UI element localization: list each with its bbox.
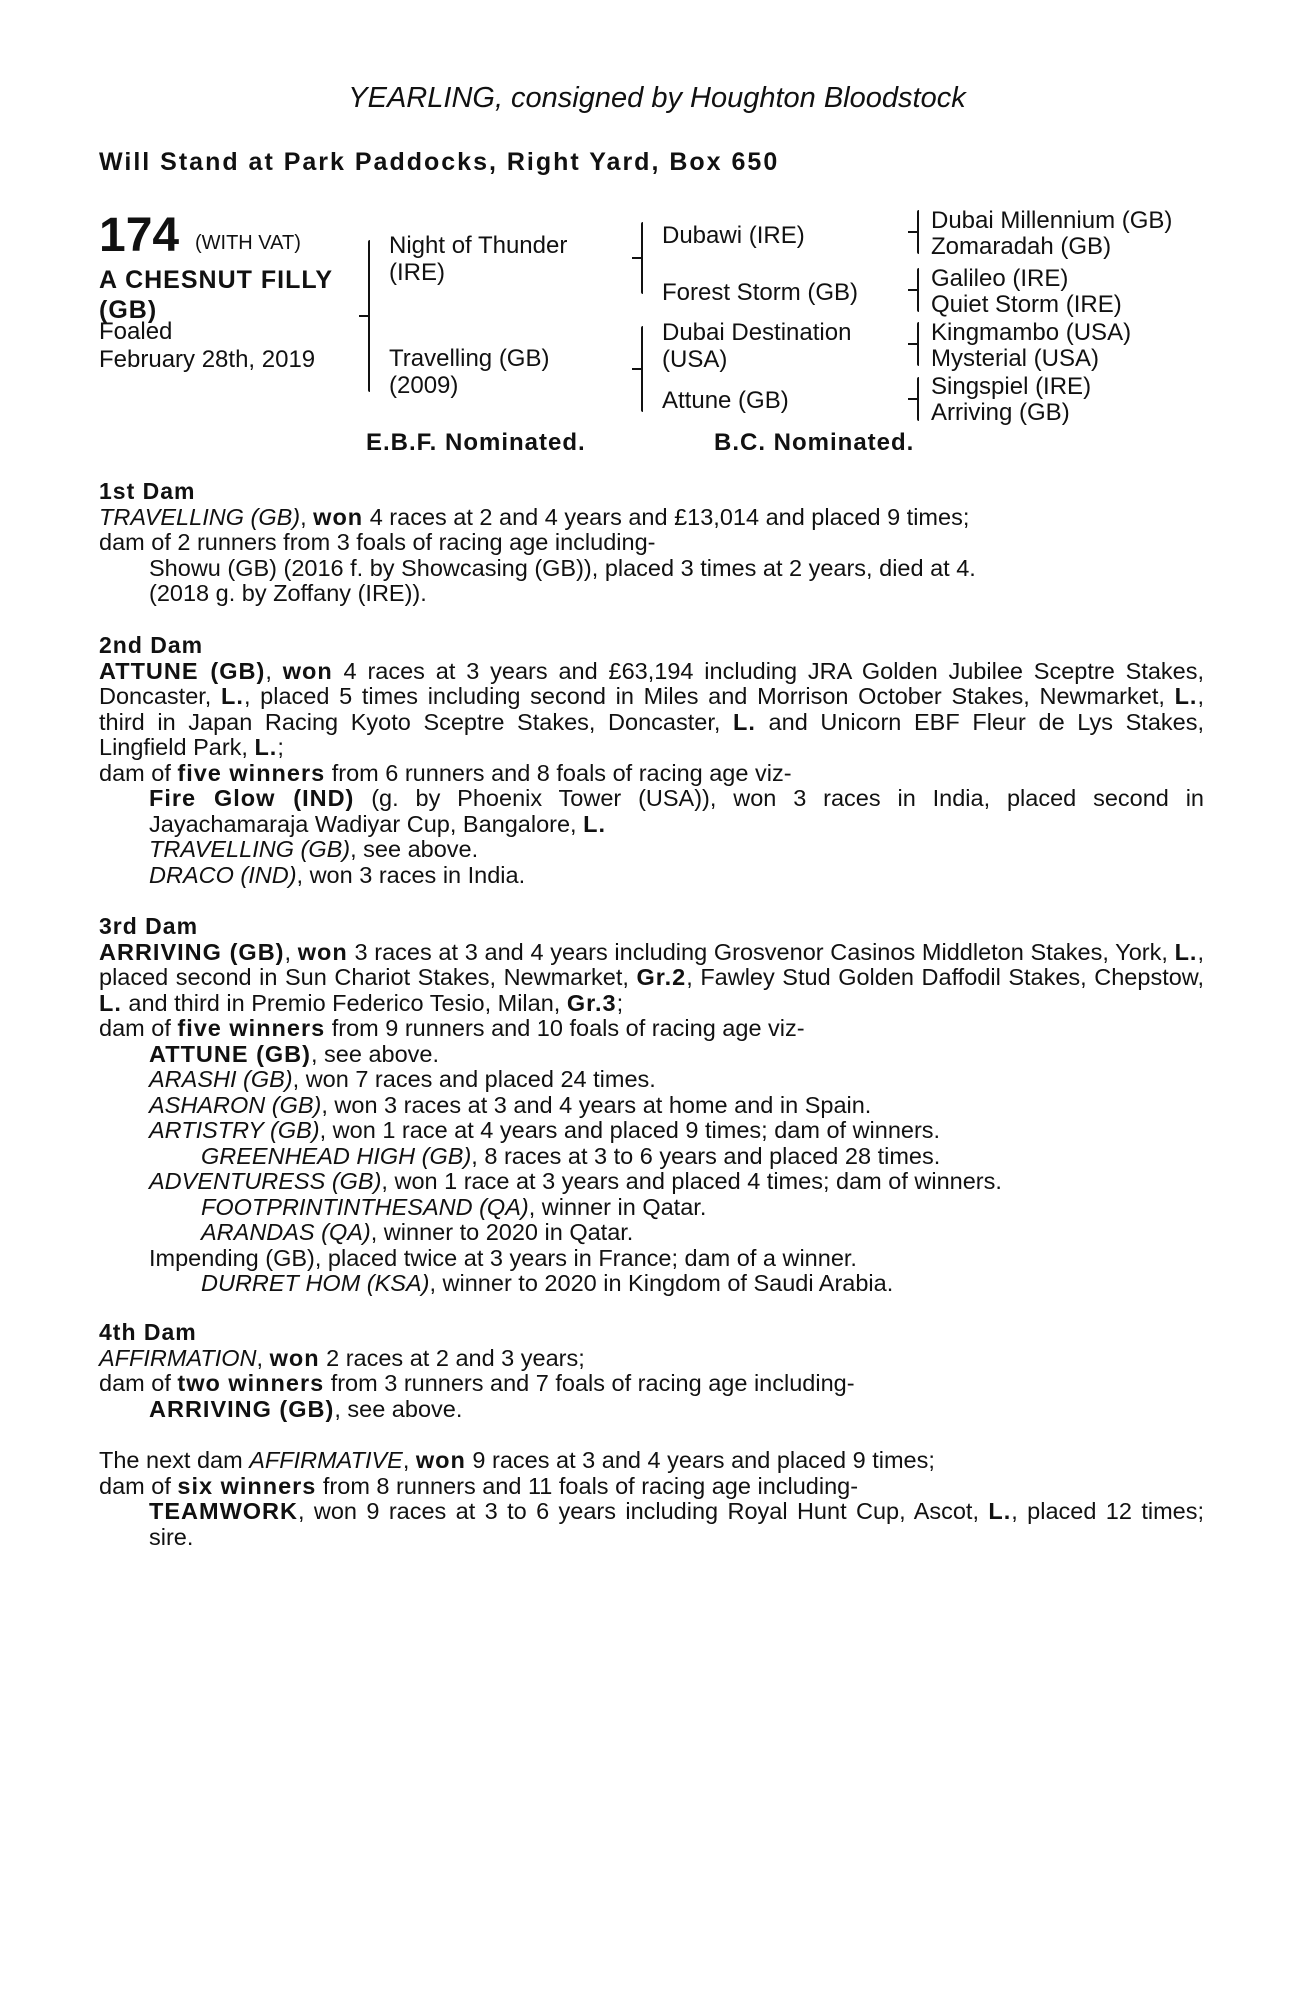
offspring-name: ADVENTURESS (GB)	[149, 1168, 382, 1194]
fourth-dam-heading: 4th Dam	[99, 1319, 197, 1345]
produce-text: from 8 runners and 11 foals of racing age including-	[316, 1472, 859, 1499]
horse-description-line1: A CHESNUT FILLY	[99, 266, 333, 294]
horse-description-line2: (GB)	[99, 296, 158, 324]
offspring-text: , winner in Qatar.	[528, 1193, 707, 1220]
won-label: won	[297, 938, 348, 965]
offspring-text: , winner to 2020 in Kingdom of Saudi Arabia.	[429, 1270, 894, 1296]
offspring-name: GREENHEAD HIGH (GB)	[201, 1142, 472, 1169]
next-dam-name: AFFIRMATIVE	[249, 1447, 403, 1473]
ebf-nominated: E.B.F. Nominated.	[366, 429, 586, 456]
offspring-text: , won 3 races in India.	[296, 861, 526, 888]
third-dam-grand-offspring	[99, 1195, 1204, 1221]
winners-count: six winners	[177, 1472, 317, 1499]
next-dam-produce	[99, 1474, 1204, 1500]
third-dam-offspring	[99, 1169, 1204, 1195]
winners-count: five winners	[177, 1015, 326, 1041]
winners-count: five winners	[177, 759, 326, 786]
vat-note: (WITH VAT)	[195, 232, 301, 254]
won-label: won	[269, 1344, 320, 1371]
record-text: , Fawley Stud Golden Daffodil Stakes, Chepstow,	[686, 964, 1204, 990]
catalogue-subtitle: YEARLING, consigned by Houghton Bloodstock	[348, 82, 966, 114]
sire-sire-sire: Dubai Millennium (GB)	[931, 207, 1173, 234]
listed-mark: L.	[1174, 683, 1198, 709]
group-mark: Gr.2	[636, 964, 687, 990]
third-dam-produce	[99, 1016, 1204, 1042]
record-text: and Unicorn EBF Fleur de Lys Stakes, Lingfield Park,	[99, 708, 1204, 760]
offspring-name: DRACO (IND)	[149, 861, 297, 888]
record-text: 4 races at 3 years and £63,194 including JRA Golden Jubilee Sceptre Stakes, Doncaster,	[99, 657, 1205, 709]
first-dam-name: TRAVELLING (GB)	[99, 503, 301, 530]
offspring-text: , see above.	[334, 1395, 463, 1422]
won-label: won	[313, 503, 364, 530]
dam-sire-sire: Kingmambo (USA)	[931, 319, 1132, 346]
record-text: 2 races at 2 and 3 years;	[319, 1344, 585, 1371]
first-dam-heading: 1st Dam	[99, 478, 196, 504]
listed-mark: L.	[733, 708, 756, 735]
second-dam-name: ATTUNE (GB)	[99, 657, 266, 684]
produce-prefix: dam of	[99, 1015, 178, 1041]
second-dam-offspring	[99, 837, 1204, 863]
offspring-name: ARTISTRY (GB)	[149, 1117, 320, 1143]
second-dam-record: ATTUNE (GB), won 4 races at 3 years and £63,194 including JRA Golden Jubilee Sceptre Stakes, Doncaster, L., placed 5 times including second in Miles and Morrison October Stakes, Newmarket, L., third in Japan Racing Kyoto Sceptre Stakes, Doncaster, L. and Unicorn EBF Fleur de Lys Stakes, Lingfield Park, L.;	[99, 657, 1205, 760]
listed-mark: L.	[583, 810, 606, 837]
record-text: ;	[277, 734, 284, 760]
offspring-text: , winner to 2020 in Qatar.	[370, 1219, 634, 1245]
listed-mark: L.	[988, 1498, 1012, 1524]
stand-location: Will Stand at Park Paddocks, Right Yard, Box 650	[99, 148, 780, 176]
record-text: 9 races at 3 and 4 years and placed 9 times;	[465, 1447, 935, 1473]
offspring-name: ASHARON (GB)	[149, 1091, 322, 1118]
offspring-text: , won 1 race at 4 years and placed 9 times; dam of winners.	[319, 1117, 941, 1143]
offspring-text: , won 3 races at 3 and 4 years at home and in Spain.	[321, 1091, 872, 1118]
foaled-label: Foaled	[99, 318, 173, 345]
produce-prefix: dam of	[99, 1370, 178, 1396]
fourth-dam-produce	[99, 1371, 1204, 1397]
offspring-name: ARASHI (GB)	[149, 1066, 293, 1092]
dam-year: (2009)	[389, 372, 459, 399]
second-dam-offspring	[99, 863, 1204, 889]
pedigree-brace-sire-tip	[632, 257, 642, 259]
offspring-name: ATTUNE (GB)	[149, 1040, 311, 1067]
pedigree-brace-g3-3-tip	[908, 343, 918, 345]
sire-name: Night of Thunder	[389, 232, 568, 259]
fourth-dam-name: AFFIRMATION	[99, 1344, 257, 1371]
dam-dam: Attune (GB)	[662, 387, 789, 414]
listed-mark: L.	[254, 734, 278, 760]
offspring-text: , see above.	[310, 1040, 440, 1067]
won-label: won	[282, 657, 333, 684]
pedigree-brace-gen1-tip	[359, 315, 369, 317]
sire-sire-dam: Zomaradah (GB)	[931, 233, 1112, 260]
offspring-text: , placed 12 times; sire.	[149, 1498, 1204, 1550]
produce-prefix: dam of	[99, 1472, 178, 1499]
second-dam-heading: 2nd Dam	[99, 632, 204, 658]
next-dam-record: The next dam AFFIRMATIVE, won 9 races at 3 and 4 years and placed 9 times;	[99, 1447, 935, 1473]
dam-dam-dam: Arriving (GB)	[931, 399, 1070, 426]
third-dam-grand-offspring	[99, 1144, 1204, 1170]
horse-description	[99, 265, 333, 325]
sire	[389, 232, 567, 286]
won-label: won	[415, 1447, 466, 1473]
dam-sire-country: (USA)	[662, 346, 728, 373]
sire-dam-sire: Galileo (IRE)	[931, 265, 1069, 292]
winners-count: two winners	[177, 1370, 325, 1396]
offspring-name: TEAMWORK	[149, 1498, 298, 1524]
produce-text: from 3 runners and 7 foals of racing age including-	[324, 1370, 855, 1396]
bc-nominated: B.C. Nominated.	[714, 429, 915, 456]
offspring-name: DURRET HOM (KSA)	[201, 1270, 430, 1296]
next-dam-offspring	[99, 1499, 1204, 1550]
sire-dam: Forest Storm (GB)	[662, 279, 859, 306]
third-dam-offspring	[99, 1093, 1204, 1119]
third-dam-heading: 3rd Dam	[99, 913, 199, 939]
third-dam-grand-offspring	[99, 1220, 1204, 1246]
offspring-text: , see above.	[350, 836, 479, 862]
dam-sire-dam: Mysterial (USA)	[931, 345, 1100, 372]
listed-mark: L.	[1174, 938, 1198, 965]
sire-dam-dam: Quiet Storm (IRE)	[931, 291, 1122, 318]
dam-name: Travelling (GB)	[389, 345, 550, 372]
second-dam-offspring	[99, 786, 1204, 837]
record-text: , placed second in Sun Chariot Stakes, Newmarket,	[99, 938, 1204, 990]
dam-dam-sire: Singspiel (IRE)	[931, 373, 1092, 400]
dam-sire-name: Dubai Destination	[662, 319, 852, 346]
first-dam-record: TRAVELLING (GB), won 4 races at 2 and 4 years and £13,014 and placed 9 times;	[99, 503, 970, 530]
foaled-info	[99, 318, 315, 374]
listed-mark: L.	[99, 989, 122, 1016]
foaled-date: February 28th, 2019	[99, 346, 316, 373]
third-dam-offspring	[99, 1118, 1204, 1144]
fourth-dam-offspring	[99, 1397, 1204, 1423]
first-dam-record-text: 4 races at 2 and 4 years and £13,014 and placed 9 times;	[363, 503, 970, 530]
pedigree-brace-g3-1-tip	[908, 231, 918, 233]
third-dam-offspring	[99, 1067, 1204, 1093]
offspring-name: FOOTPRINTINTHESAND (QA)	[201, 1193, 529, 1220]
third-dam-grand-offspring	[99, 1271, 1204, 1297]
next-dam-section	[99, 1448, 1204, 1550]
third-dam-offspring	[99, 1042, 1204, 1068]
fourth-dam-record: AFFIRMATION, won 2 races at 2 and 3 years;	[99, 1344, 585, 1371]
record-text: 3 races at 3 and 4 years including Grosvenor Casinos Middleton Stakes, York,	[347, 938, 1175, 965]
offspring-text: , 8 races at 3 to 6 years and placed 28 times.	[471, 1142, 941, 1169]
third-dam-record: ARRIVING (GB), won 3 races at 3 and 4 years including Grosvenor Casinos Middleton Stakes, York, L., placed second in Sun Chariot Stakes, Newmarket, Gr.2, Fawley Stud Golden Daffodil Stakes, Chepstow, L. and third in Premio Federico Tesio, Milan, Gr.3;	[99, 938, 1204, 1016]
dam	[389, 345, 549, 399]
offspring-text: , won 7 races and placed 24 times.	[292, 1066, 656, 1092]
offspring-text: , won 9 races at 3 to 6 years including Royal Hunt Cup, Ascot,	[297, 1498, 989, 1524]
dam-sire	[662, 319, 851, 373]
third-dam-section	[99, 914, 1204, 1297]
offspring-text: , won 1 race at 3 years and placed 4 times; dam of winners.	[381, 1168, 1002, 1194]
produce-text: from 9 runners and 10 foals of racing age viz-	[325, 1015, 805, 1041]
pedigree-brace-g3-4-tip	[908, 398, 918, 400]
offspring-name: ARRIVING (GB)	[149, 1395, 335, 1422]
next-dam-intro: The next dam	[99, 1447, 250, 1473]
produce-text: from 6 runners and 8 foals of racing age viz-	[325, 759, 792, 786]
first-dam-offspring: (2018 g. by Zoffany (IRE)).	[149, 580, 427, 606]
second-dam-section	[99, 633, 1204, 888]
third-dam-name: ARRIVING (GB)	[99, 938, 285, 965]
pedigree-brace-dam-tip	[632, 368, 642, 370]
offspring-text: (g. by Phoenix Tower (USA)), won 3 races in India, placed second in Jayachamaraja Wadiyar Cup, Bangalore,	[149, 785, 1204, 837]
fourth-dam-section	[99, 1320, 1204, 1422]
record-text: , placed 5 times including second in Miles and Morrison October Stakes, Newmarket,	[243, 683, 1175, 709]
pedigree-brace-g3-2-tip	[908, 289, 918, 291]
record-text: , third in Japan Racing Kyoto Sceptre Stakes, Doncaster,	[99, 683, 1204, 735]
first-dam-produce: dam of 2 runners from 3 foals of racing age including-	[99, 529, 656, 555]
lot-number: 174	[99, 209, 180, 262]
offspring-name: Fire Glow (IND)	[149, 785, 355, 811]
offspring-name: TRAVELLING (GB)	[149, 836, 351, 862]
sire-sire: Dubawi (IRE)	[662, 222, 805, 249]
produce-prefix: dam of	[99, 759, 178, 786]
listed-mark: L.	[221, 683, 244, 709]
record-text: and third in Premio Federico Tesio, Milan,	[121, 989, 567, 1016]
group-mark: Gr.3	[566, 989, 617, 1016]
record-text: ;	[616, 989, 624, 1016]
first-dam-section	[99, 479, 1204, 607]
offspring-name: ARANDAS (QA)	[201, 1219, 371, 1245]
second-dam-produce	[99, 761, 1204, 787]
third-dam-offspring: Impending (GB), placed twice at 3 years in France; dam of a winner.	[149, 1244, 857, 1271]
sire-country: (IRE)	[389, 259, 445, 286]
first-dam-offspring: Showu (GB) (2016 f. by Showcasing (GB)), placed 3 times at 2 years, died at 4.	[149, 554, 976, 581]
